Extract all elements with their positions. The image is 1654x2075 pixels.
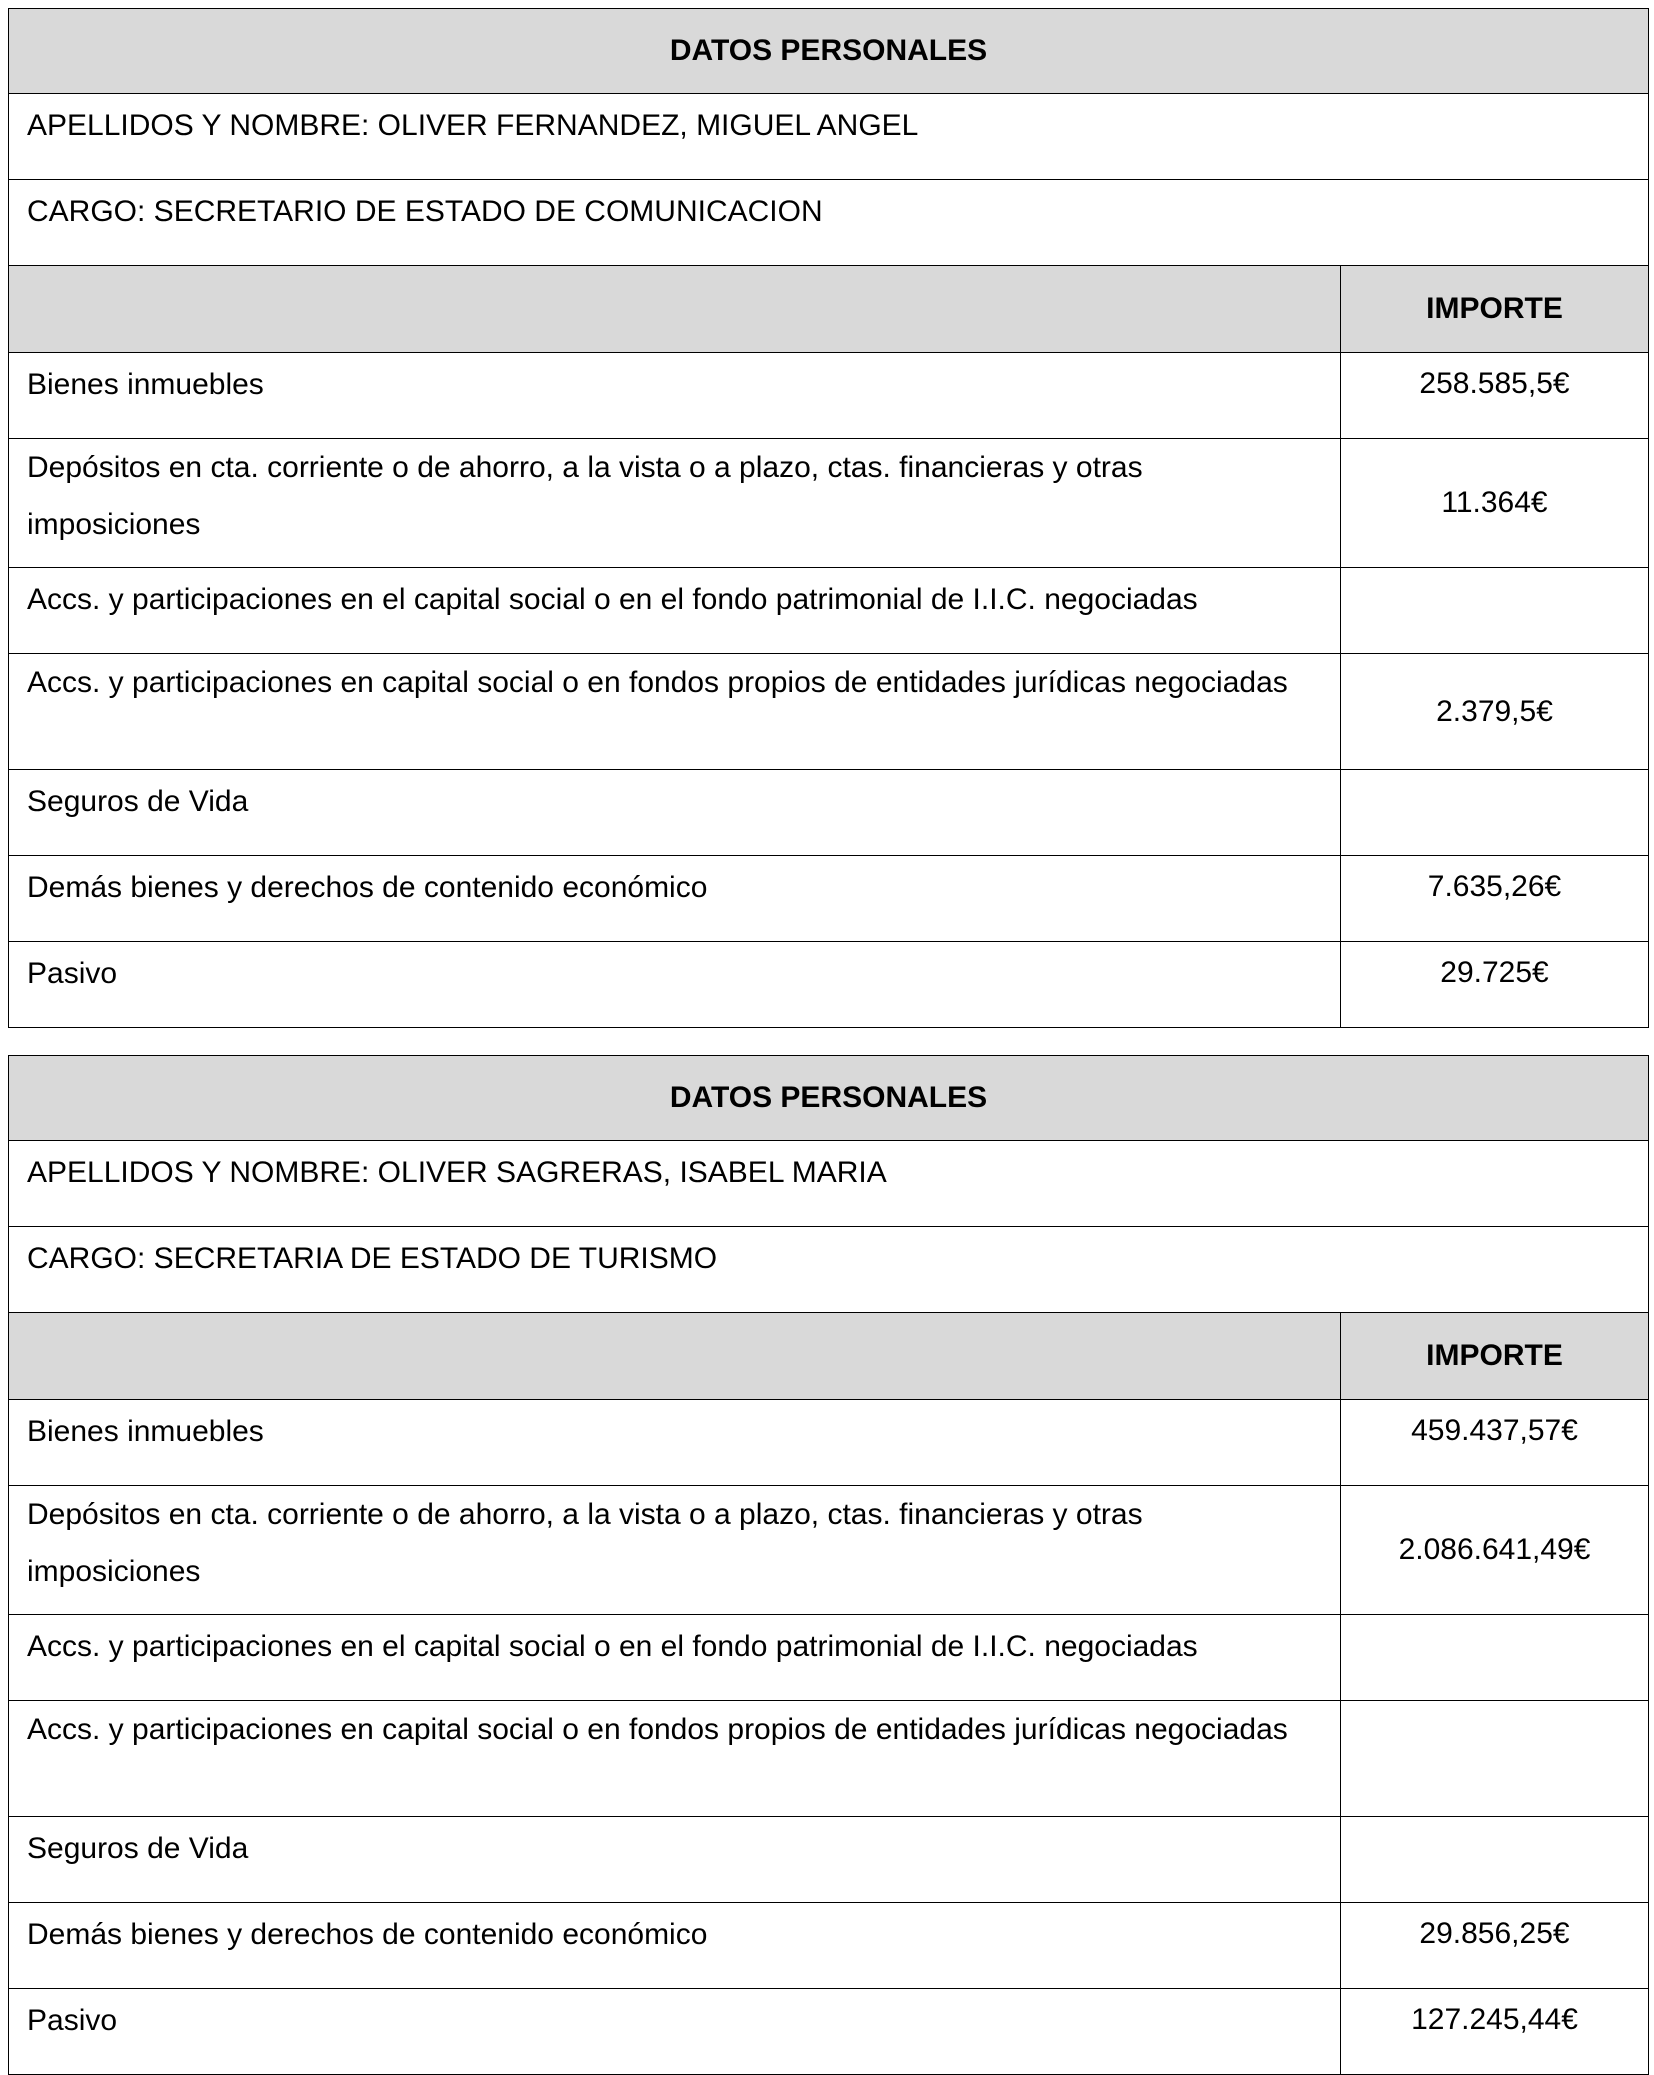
item-label-text: Accs. y participaciones en capital social o en fondos propios de entidades jurídicas negociadas [27, 1713, 1288, 1746]
table-row [9, 770, 1649, 856]
item-amount: 258.585,5€ [1341, 353, 1649, 439]
item-label: Accs. y participaciones en el capital social o en el fondo patrimonial de I.I.C. negociadas [9, 568, 1341, 654]
item-label [9, 1486, 1341, 1615]
position-field: CARGO: SECRETARIO DE ESTADO DE COMUNICACION [9, 180, 1649, 266]
item-label: Bienes inmuebles [9, 1400, 1341, 1486]
item-label: Accs. y participaciones en el capital social o en el fondo patrimonial de I.I.C. negociadas [9, 1615, 1341, 1701]
table-row [9, 1615, 1649, 1701]
item-amount: 11.364€ [1341, 439, 1649, 568]
item-amount [1341, 1701, 1649, 1817]
section-header: DATOS PERSONALES [9, 9, 1649, 94]
item-label: Seguros de Vida [9, 770, 1341, 856]
item-label: Demás bienes y derechos de contenido económico [9, 1903, 1341, 1989]
item-amount: 29.856,25€ [1341, 1903, 1649, 1989]
item-amount [1341, 1817, 1649, 1903]
table-row [9, 353, 1649, 439]
table-row [9, 1817, 1649, 1903]
item-amount [1341, 568, 1649, 654]
item-label [9, 1701, 1341, 1817]
item-label: Seguros de Vida [9, 1817, 1341, 1903]
item-label: Demás bienes y derechos de contenido económico [9, 856, 1341, 942]
table-row [9, 856, 1649, 942]
name-field: APELLIDOS Y NOMBRE: OLIVER FERNANDEZ, MIGUEL ANGEL [9, 94, 1649, 180]
table-row [9, 1400, 1649, 1486]
item-label-text: Depósitos en cta. corriente o de ahorro, a la vista o a plazo, ctas. financieras y otras imposiciones [27, 451, 1143, 541]
name-field: APELLIDOS Y NOMBRE: OLIVER SAGRERAS, ISABEL MARIA [9, 1141, 1649, 1227]
item-amount: 2.379,5€ [1341, 654, 1649, 770]
item-amount [1341, 770, 1649, 856]
table-row [9, 568, 1649, 654]
item-amount [1341, 1615, 1649, 1701]
item-label [9, 654, 1341, 770]
asset-declaration-table-1 [8, 8, 1649, 1028]
table-row [9, 654, 1649, 770]
item-amount: 7.635,26€ [1341, 856, 1649, 942]
table-row [9, 1903, 1649, 1989]
item-amount: 459.437,57€ [1341, 1400, 1649, 1486]
table-row [9, 1701, 1649, 1817]
item-label-text: Accs. y participaciones en capital social o en fondos propios de entidades jurídicas negociadas [27, 666, 1288, 699]
section-header: DATOS PERSONALES [9, 1056, 1649, 1141]
table-row [9, 439, 1649, 568]
column-header-amount: IMPORTE [1341, 266, 1649, 353]
item-label-text: Depósitos en cta. corriente o de ahorro, a la vista o a plazo, ctas. financieras y otras imposiciones [27, 1498, 1143, 1588]
table-row [9, 942, 1649, 1028]
item-label: Bienes inmuebles [9, 353, 1341, 439]
position-field: CARGO: SECRETARIA DE ESTADO DE TURISMO [9, 1227, 1649, 1313]
item-label: Pasivo [9, 942, 1341, 1028]
item-amount: 29.725€ [1341, 942, 1649, 1028]
column-header-concept [9, 266, 1341, 353]
item-label [9, 439, 1341, 568]
table-row [9, 1486, 1649, 1615]
item-amount: 127.245,44€ [1341, 1989, 1649, 2075]
item-amount: 2.086.641,49€ [1341, 1486, 1649, 1615]
column-header-amount: IMPORTE [1341, 1313, 1649, 1400]
asset-declaration-table-2 [8, 1055, 1649, 2075]
table-row [9, 1989, 1649, 2075]
item-label: Pasivo [9, 1989, 1341, 2075]
column-header-concept [9, 1313, 1341, 1400]
